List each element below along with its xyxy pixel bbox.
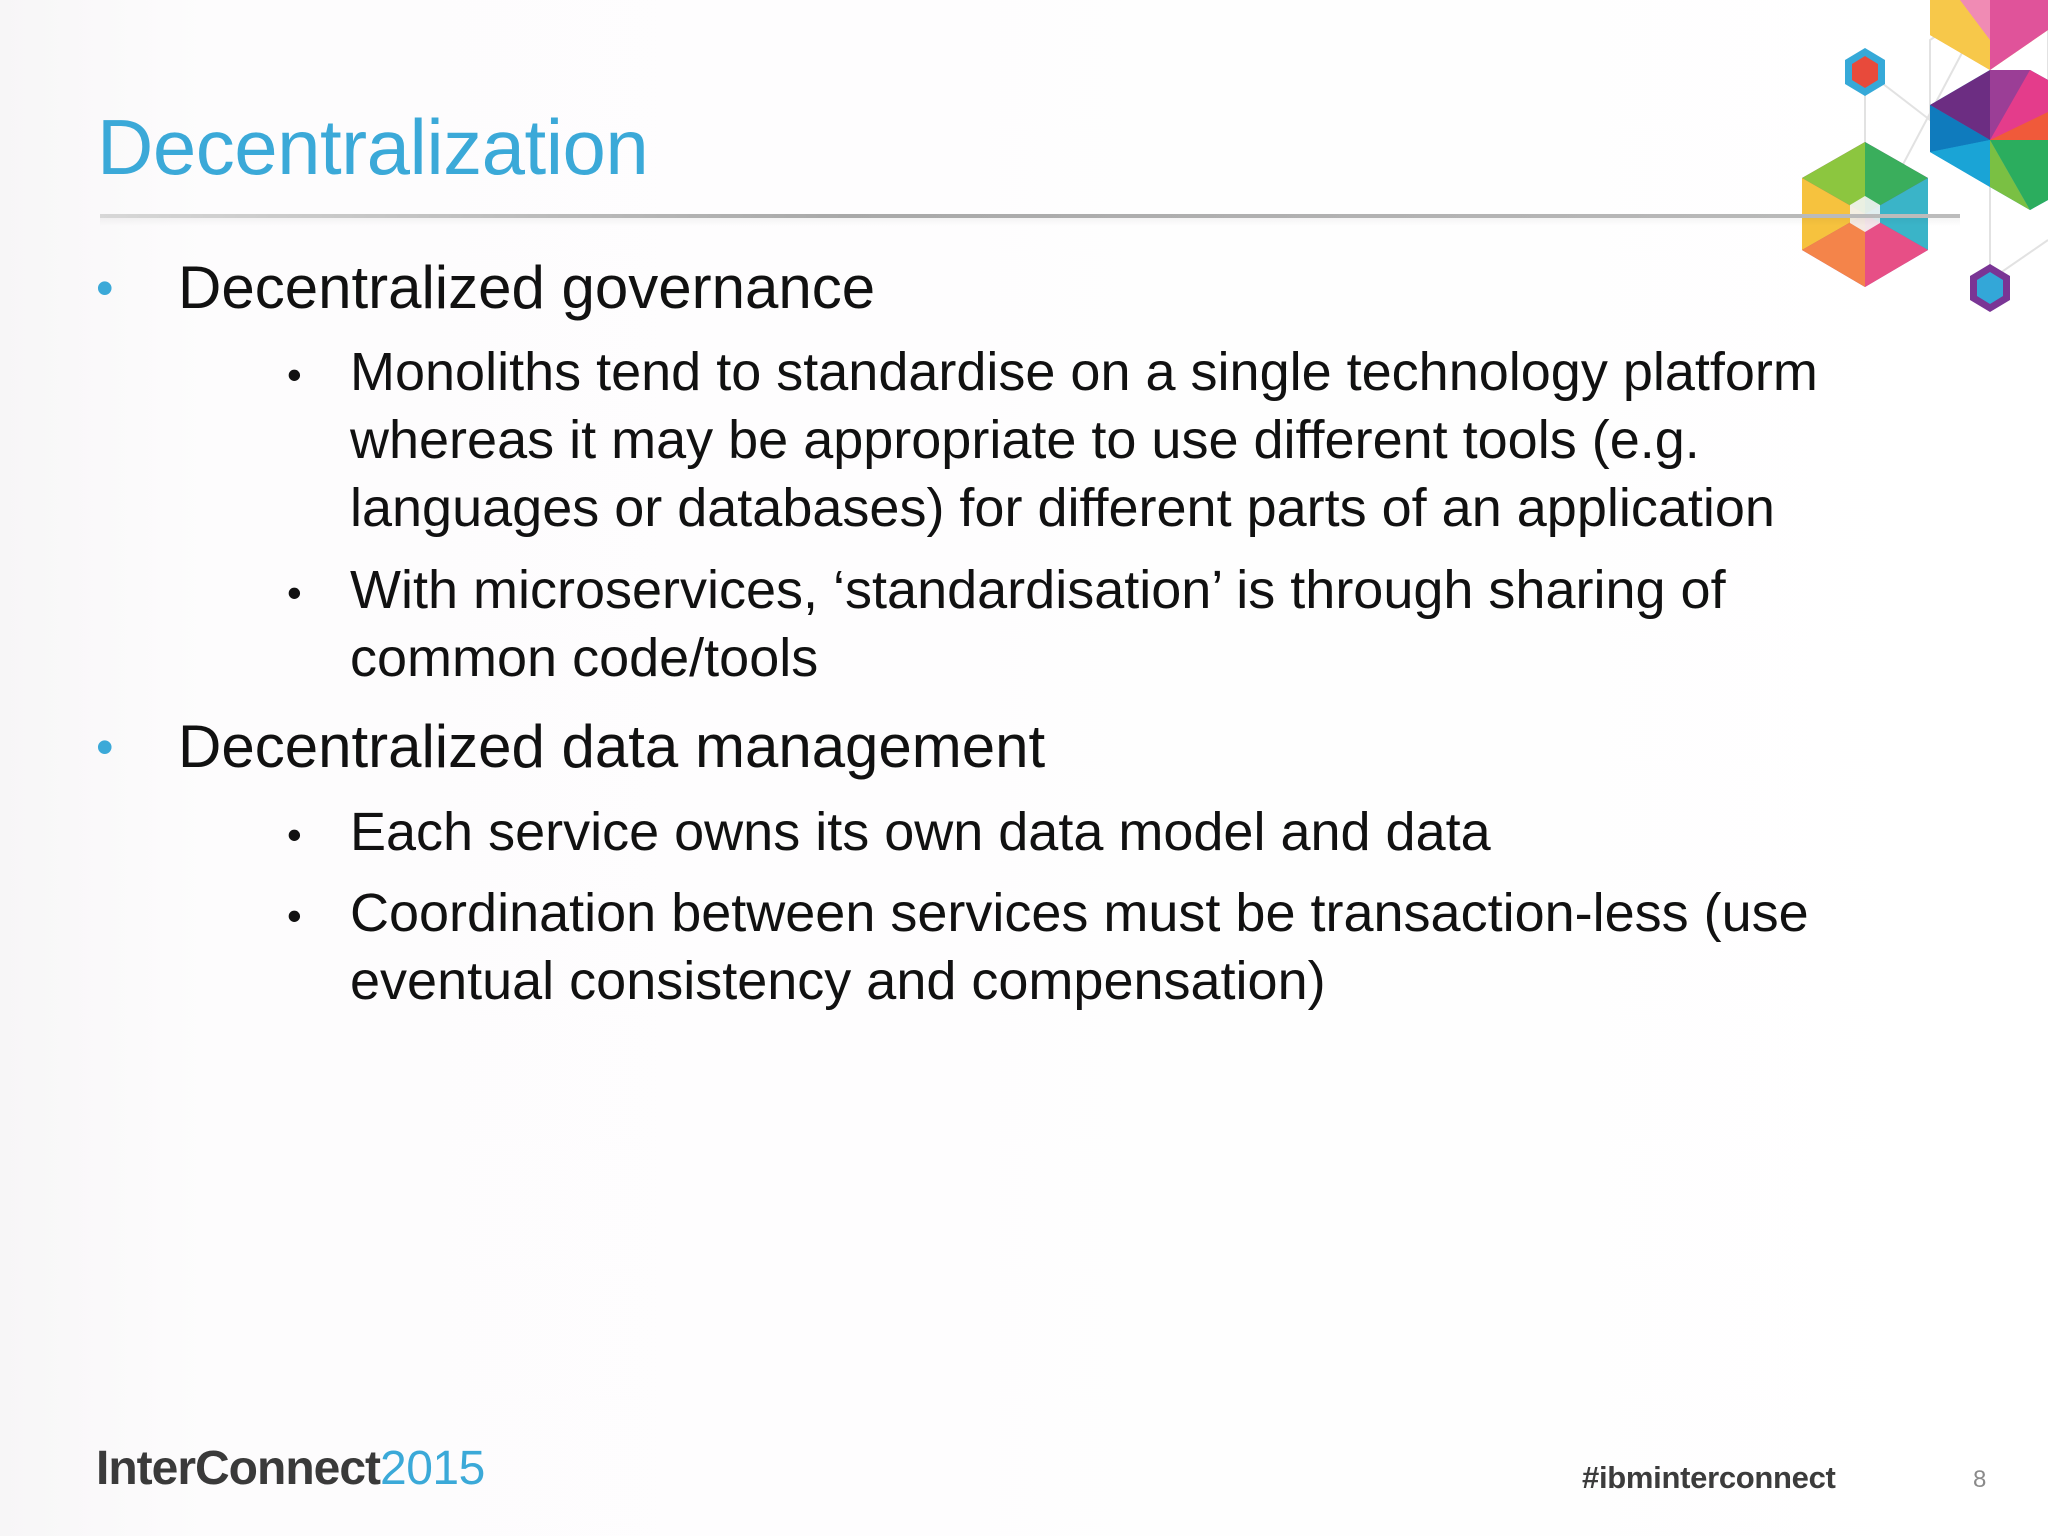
bullet-marker: • <box>96 719 114 775</box>
sub-bullet-text: Monoliths tend to standardise on a single technology platform whereas it may be appropriate to use different tools (e.g. languages or databases) for different parts of an application <box>350 342 1818 538</box>
logo-word: InterConnect <box>96 1442 381 1495</box>
sub-bullet-marker: • <box>287 811 302 858</box>
sub-bullet-marker: • <box>287 892 302 939</box>
sub-bullet-marker: • <box>287 569 302 616</box>
bullet-text: Decentralized data management <box>178 713 1046 780</box>
sub-bullet-text: With microservices, ‘standardisation’ is through sharing of common code/tools <box>350 560 1726 688</box>
event-hashtag: #ibminterconnect <box>1582 1460 1836 1495</box>
sub-bullet-text: Each service owns its own data model and data <box>350 802 1491 862</box>
bullet-marker: • <box>96 260 114 316</box>
sub-bullet-marker: • <box>287 351 302 398</box>
hexagon-cluster-graphic <box>1780 0 2048 320</box>
bullet-text: Decentralized governance <box>178 254 876 321</box>
page-number: 8 <box>1973 1466 1987 1493</box>
logo-year: 2015 <box>380 1442 485 1495</box>
title-divider-shadow <box>100 218 1960 226</box>
interconnect-logo <box>96 1442 485 1495</box>
sub-bullet-text: Coordination between services must be transaction-less (use eventual consistency and compensation) <box>350 883 1809 1011</box>
slide-title: Decentralization <box>97 103 649 191</box>
